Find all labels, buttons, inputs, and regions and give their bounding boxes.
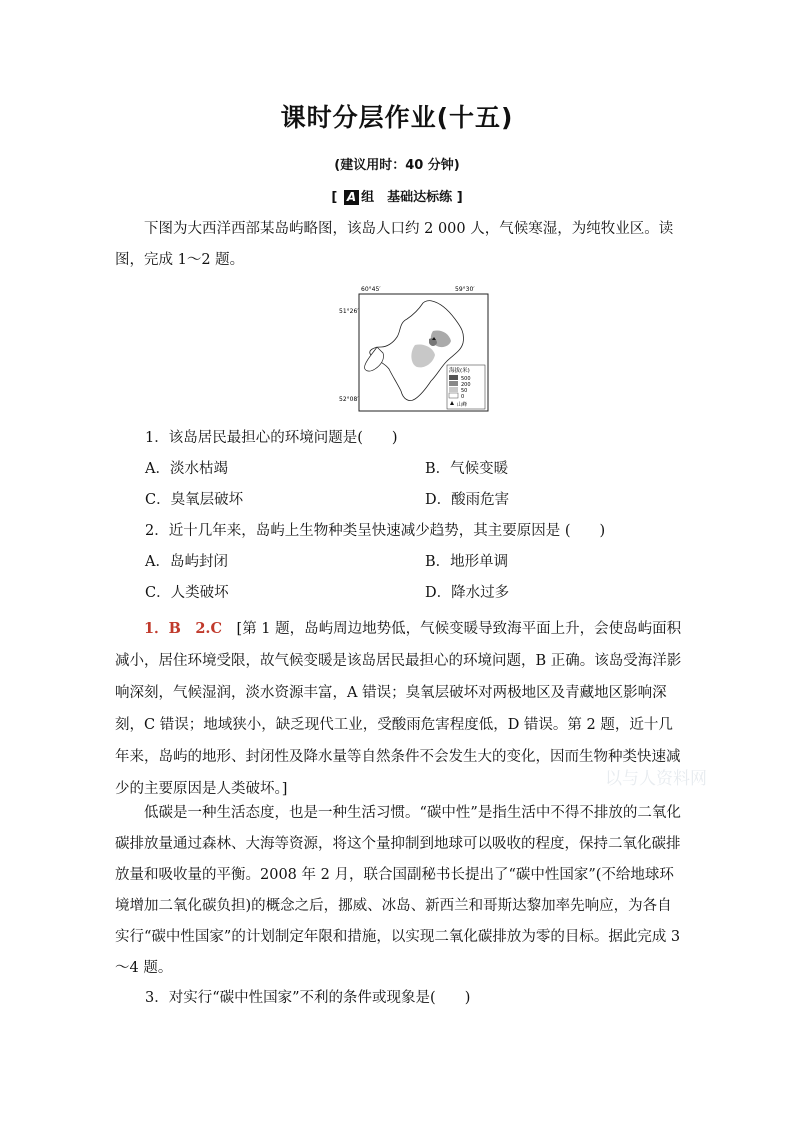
answer-text: [第 1 题，岛屿周边地势低，气候变暖导致海平面上升，会使岛屿面积减小，居住环境受限，故气候变暖是该岛居民最担心的环境问题，B 正确。该岛受海洋影响深刻，气候湿润，淡水资源丰富，A 错误；臭氧层破坏对两极地区及青藏地区影响深刻，C 错误；地域狭小，缺乏现代工业，受酸雨危害程度低，D 错误。第 2 题，近十几年来，岛屿的地形、封闭性及降水量等自然条件不会发生大的变化，因而生物种类快速减少的主要原因是人类破坏。] <box>115 621 682 797</box>
question-3-stem: 3．对实行“碳中性国家”不利的条件或现象是( ) <box>145 990 471 1006</box>
group-letter-badge: A <box>344 190 359 205</box>
page-title: 课时分层作业(十五) <box>280 103 514 132</box>
q2-option-b: B．地形单调 <box>425 554 509 570</box>
group-close-bracket: ] <box>456 190 463 205</box>
q2-option-d: D．降水过多 <box>425 585 510 601</box>
q2-option-a: A．岛屿封闭 <box>145 554 228 570</box>
q1-option-b: B．气候变暖 <box>425 461 509 477</box>
legend-level-200: 200 <box>461 382 471 388</box>
q1-option-a: A．淡水枯竭 <box>145 461 228 477</box>
map-lat-top: 51°26′ <box>339 308 359 315</box>
watermark: 以与人资料网 <box>605 769 707 789</box>
legend-level-0: 0 <box>461 394 465 400</box>
group-open-bracket: [ <box>331 190 338 205</box>
question-2-stem: 2．近十几年来，岛屿上生物种类呈快速减少趋势，其主要原因是 ( ) <box>145 523 606 539</box>
legend-swatch-200 <box>449 381 458 386</box>
intro-paragraph-2: 低碳是一种生活态度，也是一种生活习惯。“碳中性”是指生活中不得不排放的二氧化碳排放量通过森林、大海等资源，将这个量抑制到地球可以吸收的程度，保持二氧化碳排放量和吸收量的平衡。2008 年 2 月，联合国副秘书长提出了“碳中性国家”(不给地球环境增加二氧化碳负担)的概念之后，挪威、冰岛、新西兰和哥斯达黎加率先响应，为各自实行“碳中性国家”的计划制定年限和措施，以实现二氧化碳排放为零的目标。据此完成 3～4 题。 <box>115 805 681 976</box>
map-lat-bottom: 52°08′ <box>339 396 359 403</box>
intro-paragraph-1: 下图为大西洋西部某岛屿略图，该岛人口约 2 000 人，气候寒湿，为纯牧业区。读图，完成 1～2 题。 <box>115 221 674 268</box>
legend-swatch-500 <box>449 375 458 380</box>
map-lon-left: 60°45′ <box>361 286 381 293</box>
answer-key: 1．B 2.C <box>144 620 223 637</box>
legend-title: 海拔(米) <box>449 368 470 374</box>
legend-swatch-0 <box>449 393 458 398</box>
island-west-lobe <box>365 347 384 371</box>
group-label <box>0 186 794 205</box>
group-text: 组 基础达标练 <box>361 190 453 205</box>
legend-swatch-50 <box>449 387 458 392</box>
q2-option-c: C．人类破坏 <box>145 585 229 601</box>
legend-level-50: 50 <box>461 388 468 394</box>
question-1-stem: 1．该岛居民最担心的环境问题是( ) <box>145 430 398 446</box>
q1-option-d: D．酸雨危害 <box>425 492 510 508</box>
answer-explanation <box>115 613 685 805</box>
island-map <box>337 283 489 414</box>
legend-level-500: 500 <box>461 376 471 382</box>
q1-option-c: C．臭氧层破坏 <box>145 492 244 508</box>
map-lon-right: 59°30′ <box>455 286 475 293</box>
time-suggestion: (建议用时：40 分钟) <box>334 158 460 173</box>
legend-peak-label: 山峰 <box>457 402 468 408</box>
